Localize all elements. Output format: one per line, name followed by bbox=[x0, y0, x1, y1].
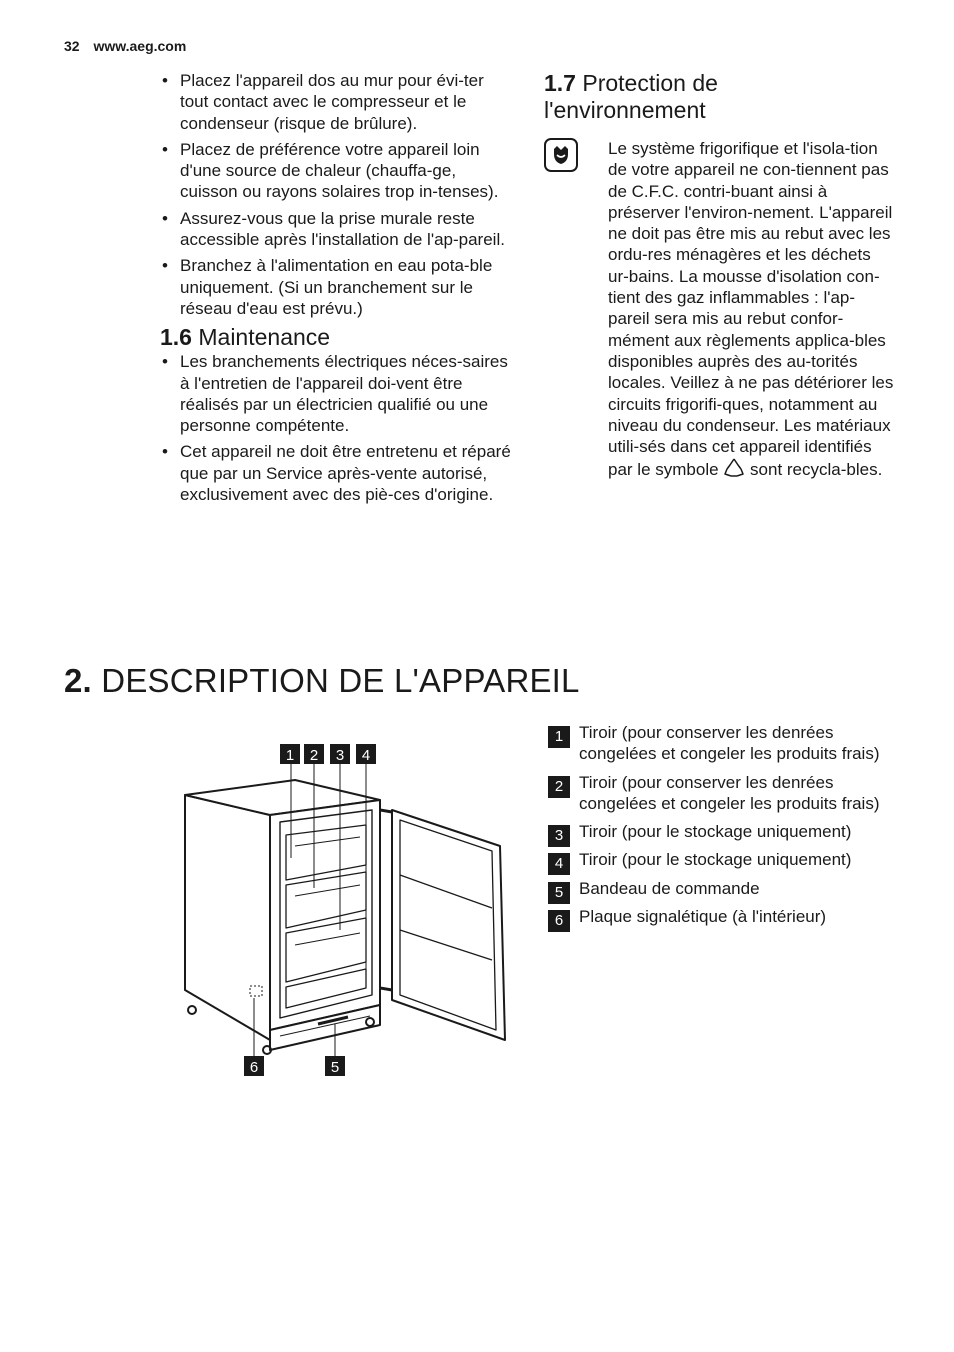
list-item: • Branchez à l'alimentation en eau pota-ble uniquement. (Si un branchement sur le réseau d'eau est prévu.) bbox=[160, 255, 512, 319]
legend-number: 2 bbox=[548, 776, 570, 798]
callout-1: 1 bbox=[285, 747, 295, 764]
callout-2: 2 bbox=[309, 747, 319, 764]
list-item: • Placez l'appareil dos au mur pour évi-ter tout contact avec le compresseur et le condenseur (risque de brûlure). bbox=[160, 70, 512, 134]
legend-text: Tiroir (pour conserver les denrées congelées et congeler les produits frais) bbox=[579, 723, 880, 764]
environment-icon bbox=[544, 138, 578, 172]
environment-body bbox=[544, 138, 896, 485]
list-item: • Cet appareil ne doit être entretenu et réparé que par un Service après-vente autorisé, exclusivement avec des piè-ces d'origine. bbox=[160, 441, 512, 505]
appliance-legend bbox=[548, 722, 908, 934]
legend-text: Bandeau de commande bbox=[579, 878, 760, 898]
legend-item bbox=[548, 821, 908, 845]
page-header bbox=[64, 38, 186, 54]
section-number: 1.6 bbox=[160, 324, 192, 351]
legend-text: Plaque signalétique (à l'intérieur) bbox=[579, 907, 827, 927]
right-column bbox=[544, 70, 896, 485]
list-item: • Les branchements électriques néces-saires à l'entretien de l'appareil doi-vent être réalisés par un électricien qualifié ou une personne compétente. bbox=[160, 351, 512, 436]
chapter-heading bbox=[64, 662, 580, 700]
section-title-line1: Protection de bbox=[582, 70, 718, 96]
callout-3: 3 bbox=[335, 747, 345, 764]
site-url: www.aeg.com bbox=[93, 38, 187, 54]
legend-item bbox=[548, 849, 908, 873]
recycle-icon bbox=[723, 457, 745, 484]
page-number: 32 bbox=[64, 38, 80, 54]
section-title: Maintenance bbox=[198, 324, 331, 351]
legend-item bbox=[548, 906, 908, 930]
list-item: • Placez de préférence votre appareil loin d'une source de chaleur (chauffa-ge, cuisson ou rayons solaires trop in-tenses). bbox=[160, 139, 512, 203]
environment-text bbox=[608, 138, 896, 485]
callout-6: 6 bbox=[249, 1059, 259, 1076]
callout-5: 5 bbox=[330, 1059, 340, 1076]
legend-number: 6 bbox=[548, 910, 570, 932]
chapter-number: 2. bbox=[64, 662, 92, 699]
chapter-title: DESCRIPTION DE L'APPAREIL bbox=[101, 662, 580, 699]
maintenance-heading bbox=[160, 324, 512, 351]
legend-number: 5 bbox=[548, 882, 570, 904]
maintenance-bullets bbox=[160, 351, 512, 505]
legend-text: Tiroir (pour conserver les denrées congelées et congeler les produits frais) bbox=[579, 772, 880, 813]
legend-number: 4 bbox=[548, 853, 570, 875]
legend-item bbox=[548, 772, 908, 815]
legend-number: 3 bbox=[548, 825, 570, 847]
section-title-line2: l'environnement bbox=[544, 97, 706, 123]
callout-4: 4 bbox=[361, 747, 371, 764]
environment-text-part2: sont recycla-bles. bbox=[750, 460, 883, 480]
list-item: • Assurez-vous que la prise murale reste accessible après l'installation de l'ap-pareil. bbox=[160, 208, 512, 251]
section-number: 1.7 bbox=[544, 70, 576, 96]
left-column bbox=[160, 70, 512, 510]
legend-text: Tiroir (pour le stockage uniquement) bbox=[579, 822, 852, 842]
legend-item bbox=[548, 878, 908, 899]
environment-text-part1: Le système frigorifique et l'isola-tion de votre appareil ne con-tiennent pas de C.F.C. contri-buant ainsi à préserver l'environ-nement. L'appareil ne doit pas être mis au rebut avec les ordu-res ménagères et les déchets ur-bains. La mousse d'isolation con-tient des gaz inflammables : l'ap-pareil sera mis au rebut confor-mément aux règlements applica-bles disponibles auprès des au-torités locales. Veillez à ne pas détériorer les circuits frigorifi-ques, notamment au niveau du condenseur. Les matériaux utili-sés dans cet appareil identifiés par le symbole bbox=[608, 139, 894, 480]
legend-number: 1 bbox=[548, 726, 570, 748]
installation-bullets bbox=[160, 70, 512, 319]
appliance-diagram bbox=[170, 740, 515, 1090]
environment-heading bbox=[544, 70, 896, 124]
legend-item bbox=[548, 722, 908, 765]
legend-text: Tiroir (pour le stockage uniquement) bbox=[579, 850, 852, 870]
